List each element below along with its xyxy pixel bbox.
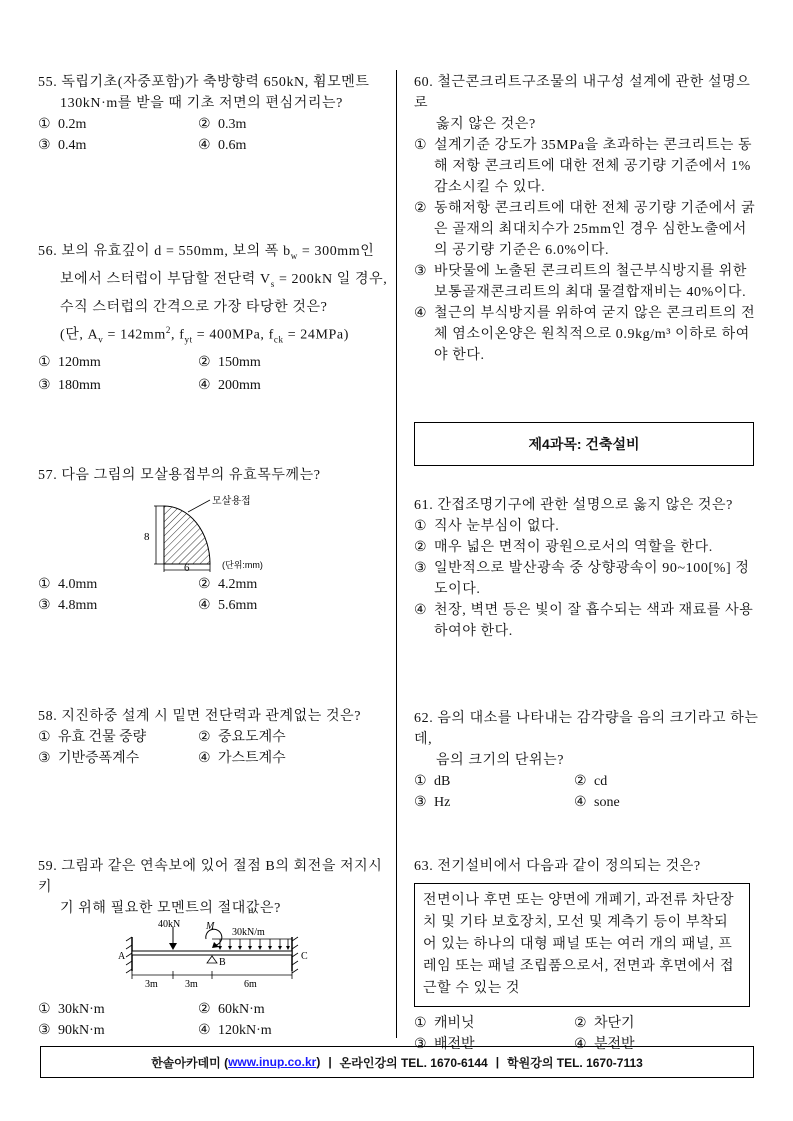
option-1[interactable]: ① 유효 건물 중량 [38,730,147,745]
continuous-beam-figure [38,919,338,999]
question-text: 철근콘크리트구조물의 내구성 설계에 관한 설명으로 [414,75,751,111]
option-4[interactable]: ④ sone [574,795,620,810]
question-number: 57. [38,468,58,483]
option-3[interactable]: ③ 180mm [38,378,101,394]
option-2[interactable]: ② 동해저항 콘크리트에 대한 전체 공기량 기준에서 굵은 골재의 최대치수가 25mm인 경우 심한노출에서의 공기량 기준은 6.0%이다. [414,201,756,258]
subject-title: 제4과목: 건축설비 [414,422,754,466]
options [38,727,388,769]
option-1[interactable]: ① 0.2m [38,117,87,132]
question-number: 59. [38,859,58,874]
option-4[interactable]: ④ 분전반 [574,1037,635,1052]
question-59 [38,856,393,1041]
weld-label: 모살용접 [212,496,251,507]
question-61 [414,495,759,642]
question-57 [38,465,388,616]
question-text: 지진하중 설계 시 밑면 전단력과 관계없는 것은? [61,709,362,724]
question-text: 음의 크기의 단위는? [436,753,565,768]
option-2[interactable]: ② 150mm [198,355,261,371]
option-2[interactable]: ② 60kN·m [198,1002,265,1017]
option-4[interactable]: ④ 0.6m [198,138,247,153]
distributed-load-label: 30kN/m [232,927,265,938]
options [38,351,388,397]
option-1[interactable]: ① 120mm [38,355,101,371]
option-3[interactable]: ③ 기반증폭계수 [38,751,140,766]
dim-height-label: 8 [144,531,150,543]
question-number: 61. [414,498,434,513]
org-name: 한솔아카데미 ( [151,1055,229,1070]
option-3[interactable]: ③ 0.4m [38,138,87,153]
node-a-label: A [118,951,126,962]
node-b-label: B [219,957,226,968]
option-4[interactable]: ④ 5.6mm [198,598,258,613]
option-2[interactable]: ② 0.3m [198,117,247,132]
question-number: 63. [414,859,434,874]
option-4[interactable]: ④ 가스트계수 [198,751,286,766]
distributed-load-arrows [218,939,290,950]
option-4[interactable]: ④ 200mm [198,378,261,394]
option-4[interactable]: ④ 철근의 부식방지를 위하여 굳지 않은 콘크리트의 전체 염소이온양은 원칙적으로 0.9kg/m³ 이하로 하여야 한다. [414,306,756,363]
question-condition: (단, $A_v = 142mm^2$, $f_{yt} = 400MPa$, $f_{ck} = 24MPa$) [60,324,349,345]
option-4[interactable]: ④ 120kN·m [198,1023,272,1038]
weld-section [164,506,210,564]
question-text: 옳지 않은 것은? [436,117,536,132]
offline-phone: 학원강의 TEL. 1670-7113 [507,1055,643,1070]
span-3-label: 6m [244,979,257,990]
page-footer: 한솔아카데미 ( www.inup.co.kr ) | 온라인강의 TEL. 1670-6144 | 학원강의 TEL. 1670-7113 [40,1046,754,1078]
moment-label: M [206,921,215,932]
question-text: 음의 대소를 나타내는 감각량을 음의 크기라고 하는데, [414,711,759,747]
node-c-label: C [301,951,308,962]
options [38,574,388,616]
question-62 [414,708,759,813]
option-3[interactable]: ③ Hz [414,795,451,810]
option-2[interactable]: ② 매우 넓은 면적이 광원으로서의 역할을 한다. [414,540,713,555]
unit-label: (단위:mm) [222,560,263,570]
option-3[interactable]: ③ 바닷물에 노출된 콘크리트의 철근부식방지를 위한 보통골재콘크리트의 최대 물결합재비는 40%이다. [414,264,748,300]
website-link[interactable]: www.inup.co.kr [228,1055,317,1069]
question-text: 다음 그림의 모살용접부의 유효목두께는? [61,468,321,483]
question-text: 간접조명기구에 관한 설명으로 옳지 않은 것은? [437,498,733,513]
question-text: 그림과 같은 연속보에 있어 절점 B의 회전을 저지시키 [38,859,383,895]
option-2[interactable]: ② 차단기 [574,1016,635,1031]
option-3[interactable]: ③ 90kN·m [38,1023,105,1038]
beam [132,951,292,955]
support-b [207,956,217,963]
question-number: 62. [414,711,434,726]
option-1[interactable]: ① 캐비닛 [414,1016,475,1031]
options [38,114,388,156]
option-2[interactable]: ② cd [574,774,608,789]
option-1[interactable]: ① dB [414,774,451,789]
question-63 [414,856,759,1055]
question-text: 독립기초(자중포함)가 축방향력 650kN, 휨모멘트 [61,75,370,90]
span-1-label: 3m [145,979,158,990]
option-3[interactable]: ③ 4.8mm [38,598,98,613]
question-number: 55. [38,75,58,90]
question-text: 전기설비에서 다음과 같이 정의되는 것은? [437,859,701,874]
separator: | [328,1055,332,1069]
question-number: 56. [38,244,58,259]
dim-width-label: 6 [184,562,190,574]
option-3[interactable]: ③ 일반적으로 발산광속 중 상향광속이 90~100[%] 정도이다. [414,561,750,597]
option-1[interactable]: ① 설계기준 강도가 35MPa을 초과하는 콘크리트는 동해 저항 콘크리트에 대한 전체 공기량 기준에서 1% 감소시킬 수 있다. [414,138,753,195]
online-phone: 온라인강의 TEL. 1670-6144 [339,1055,488,1070]
option-1[interactable]: ① 4.0mm [38,577,98,592]
question-56: 56. 보의 유효깊이 d = 550mm, 보의 폭 $b_w = 300mm$인 보에서 스터럽이 부담할 전단력 $V_s = 200kN$ 일 경우, 수직 스터럽의 간격으로 가장 타당한 것은? (단, $A_v = 142mm^2$, $f_{yt} = 400MPa$, $f_{ck} = 24MPa$) ① 120mm ② 150mm ③ 180mm ④ 200mm [38,240,388,397]
separator: | [495,1055,500,1069]
leader-line [188,500,210,512]
question-number: 60. [414,75,434,90]
question-60 [414,72,759,366]
options [38,999,393,1041]
option-3[interactable]: ③ 배전반 [414,1037,475,1052]
option-2[interactable]: ② 중요도계수 [198,730,286,745]
question-text: 수직 스터럽의 간격으로 가장 타당한 것은? [60,299,328,315]
option-1[interactable]: ① 직사 눈부심이 없다. [414,519,560,534]
question-58 [38,706,388,769]
question-55 [38,72,388,156]
column-divider [396,70,397,1038]
options [414,771,759,813]
question-text: 130kN·m를 받을 때 기초 저면의 편심거리는? [60,96,343,111]
option-1[interactable]: ① 30kN·m [38,1002,105,1017]
option-2[interactable]: ② 4.2mm [198,577,258,592]
option-4[interactable]: ④ 천장, 벽면 등은 빛이 잘 흡수되는 색과 재료를 사용하여야 한다. [414,603,754,639]
definition-box: 전면이나 후면 또는 양면에 개폐기, 과전류 차단장치 및 기타 보호장치, 모선 및 계측기 등이 부착되어 있는 하나의 대형 패널 또는 여러 개의 패널, 프레임 또는 패널 조립품으로서, 전면과 후면에서 접근할 수 있는 것 [414,883,750,1007]
point-load-label: 40kN [158,919,181,930]
question-text: 기 위해 필요한 모멘트의 절대값은? [60,901,281,916]
span-2-label: 3m [185,979,198,990]
question-number: 58. [38,709,58,724]
